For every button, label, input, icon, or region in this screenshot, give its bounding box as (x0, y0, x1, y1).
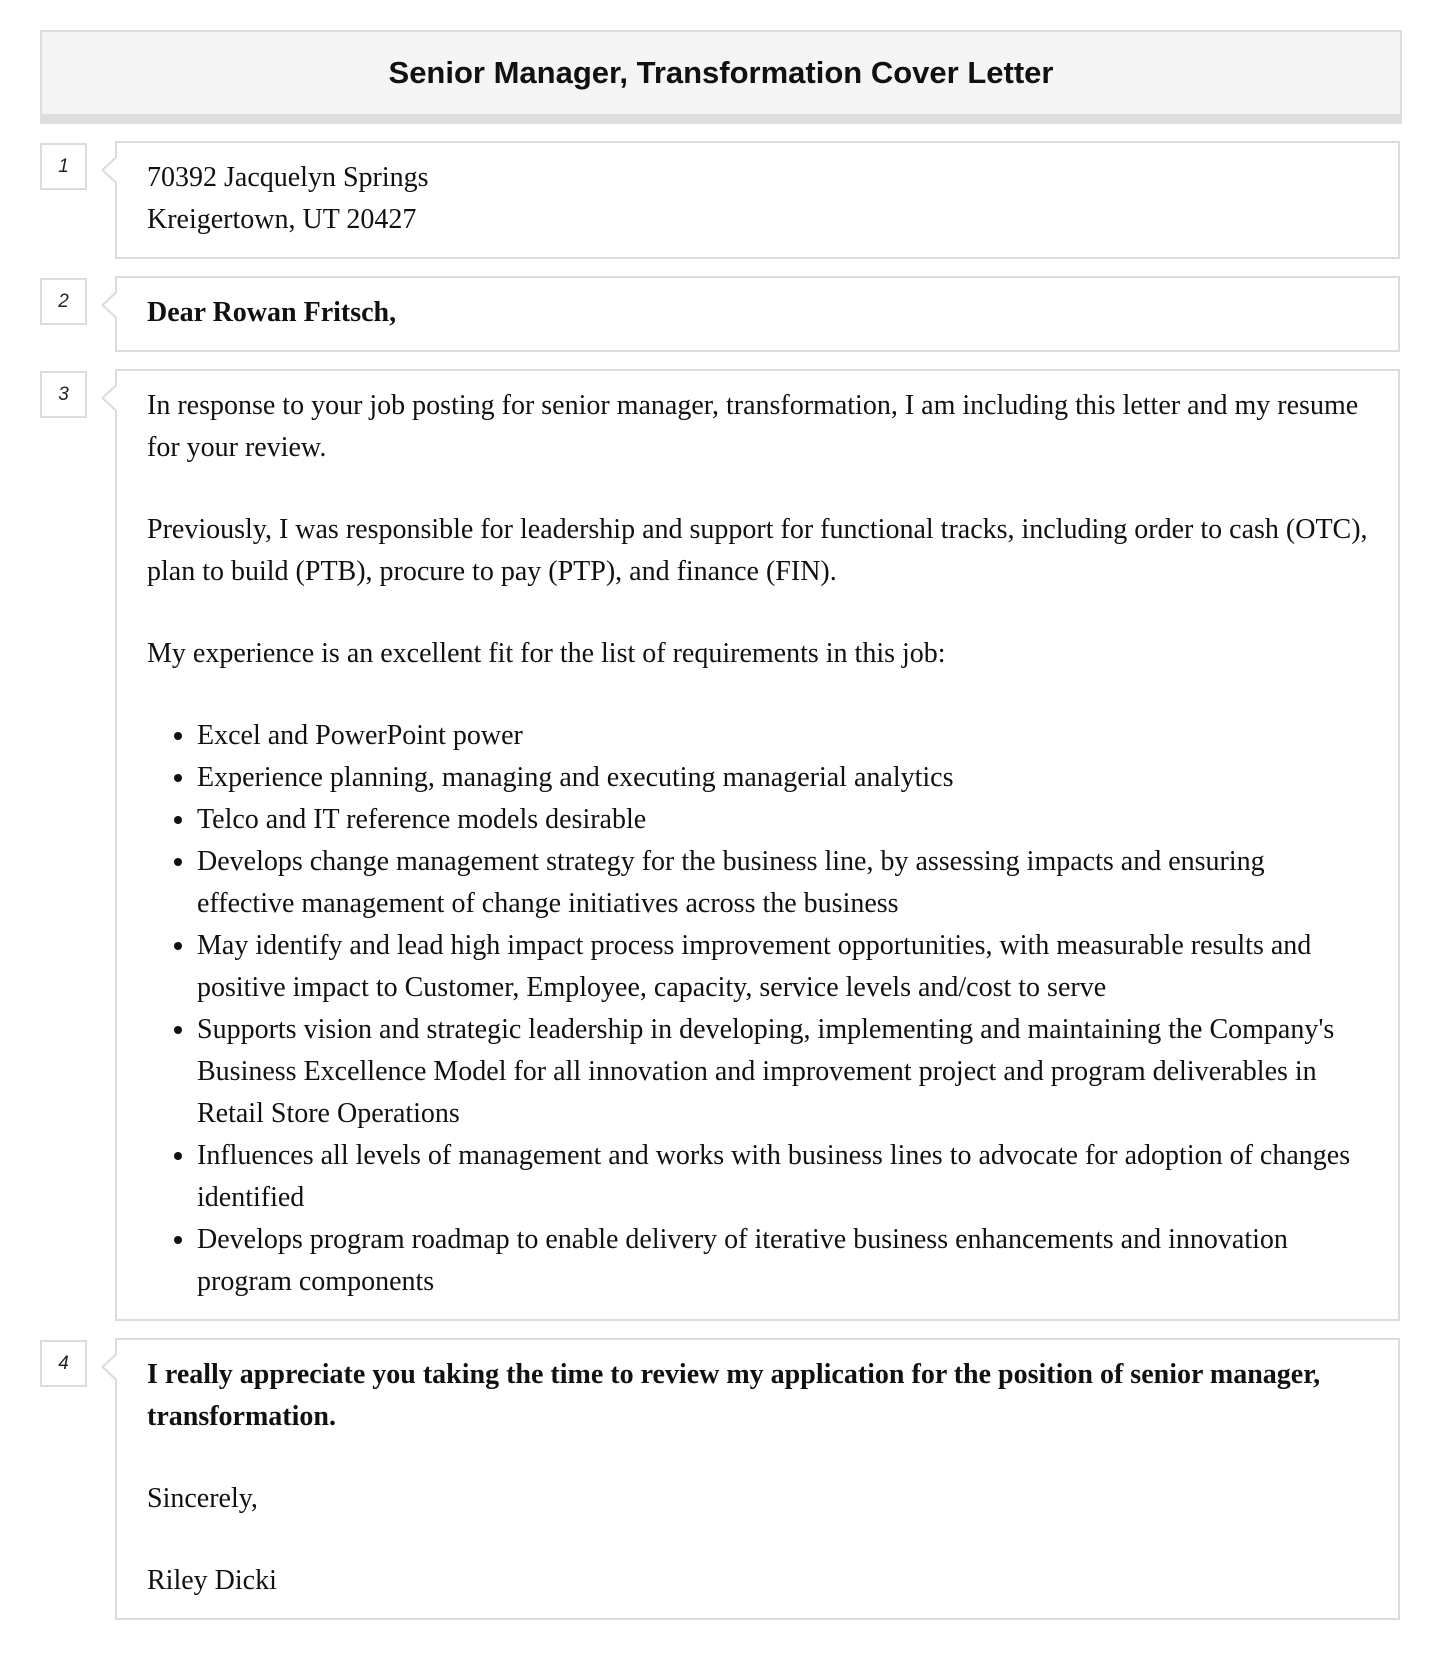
list-item: • Develops program roadmap to enable delivery of iterative business enhancements and innovation program components (197, 1219, 1368, 1303)
address-card (115, 141, 1400, 259)
list-item: • Influences all levels of management and works with business lines to advocate for adoption of changes identified (197, 1135, 1368, 1219)
list-item: • May identify and lead high impact process improvement opportunities, with measurable results and positive impact to Customer, Employee, capacity, service levels and/cost to serve (197, 925, 1368, 1009)
previous-experience-paragraph: Previously, I was responsible for leadership and support for functional tracks, including order to cash (OTC), plan to build (PTB), procure to pay (PTP), and finance (FIN). (147, 514, 1368, 587)
fit-paragraph: My experience is an excellent fit for the list of requirements in this job: (147, 638, 946, 669)
requirements-list (147, 715, 1368, 1303)
salutation: Dear Rowan Fritsch, (147, 297, 397, 328)
list-item: • Excel and PowerPoint power (197, 715, 1368, 757)
list-item: • Telco and IT reference models desirable (197, 799, 1368, 841)
salutation-card (115, 276, 1400, 352)
document-title: Senior Manager, Transformation Cover Letter (388, 55, 1054, 90)
list-item: • Experience planning, managing and executing managerial analytics (197, 757, 1368, 799)
closing-card (115, 1338, 1400, 1620)
body-card (115, 369, 1400, 1321)
closing-paragraph: I really appreciate you taking the time to review my application for the position of senior manager, transformation. (147, 1359, 1321, 1432)
section-address (40, 141, 1400, 259)
list-item: • Develops change management strategy for the business line, by assessing impacts and ensuring effective management of change initiatives across the business (197, 841, 1368, 925)
signoff: Sincerely, (147, 1483, 258, 1514)
section-number: 4 (40, 1340, 87, 1387)
section-number: 2 (40, 278, 87, 325)
section-closing (40, 1338, 1400, 1620)
section-body (40, 369, 1400, 1321)
section-salutation (40, 276, 1400, 352)
list-item: • Supports vision and strategic leadership in developing, implementing and maintaining the Company's Business Excellence Model for all innovation and improvement project and program deliverables in Retail Store Operations (197, 1009, 1368, 1135)
section-number: 1 (40, 143, 87, 190)
title-bar (40, 30, 1402, 124)
address-line-1: 70392 Jacquelyn Springs (147, 162, 429, 193)
address-line-2: Kreigertown, UT 20427 (147, 204, 417, 235)
intro-paragraph: In response to your job posting for senior manager, transformation, I am including this letter and my resume for your review. (147, 390, 1359, 463)
signature-name: Riley Dicki (147, 1565, 277, 1596)
section-number: 3 (40, 371, 87, 418)
